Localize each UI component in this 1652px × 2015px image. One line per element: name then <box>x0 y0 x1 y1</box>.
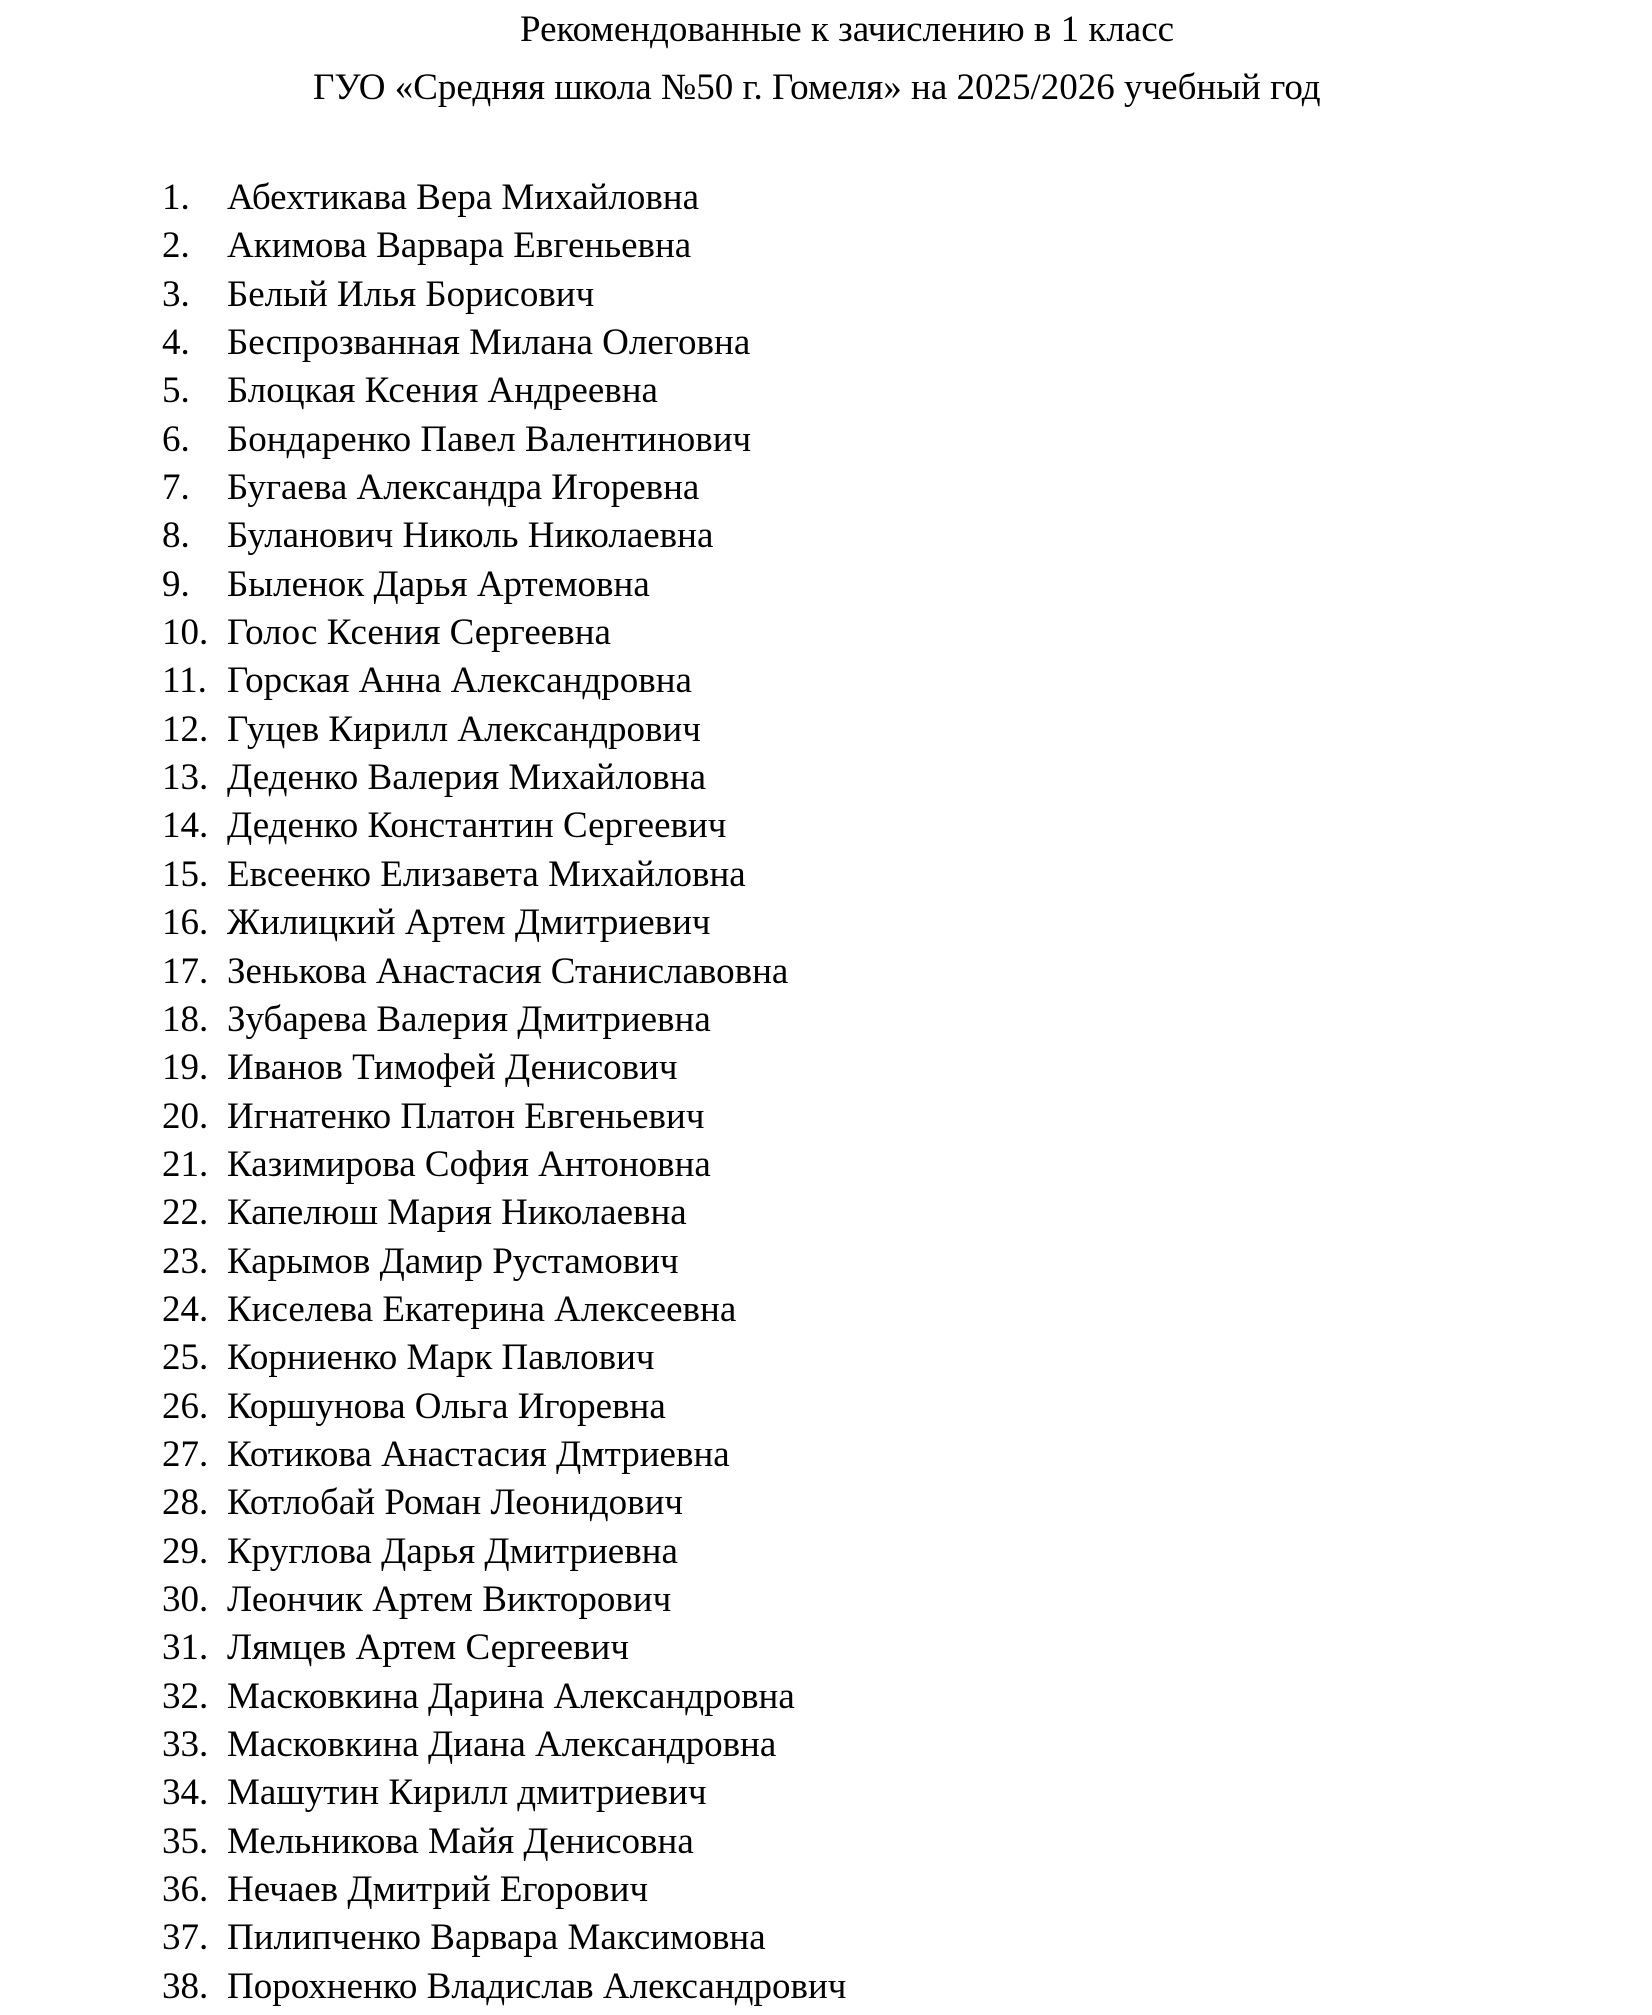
list-item-number: 18. <box>162 998 209 1040</box>
list-item-name: Иванов Тимофей Денисович <box>227 1047 678 1089</box>
list-item-name: Абехтикава Вера Михайловна <box>227 177 700 218</box>
list-item-name: Казимирова София Антоновна <box>227 1143 711 1185</box>
list-item-number: 16. <box>162 902 209 944</box>
list-item-number: 28. <box>162 1482 209 1524</box>
list-item-name: Нечаев Дмитрий Егорович <box>227 1869 649 1911</box>
list-item-number: 17. <box>162 950 209 992</box>
list-item-name: Евсеенко Елизавета Михайловна <box>227 853 746 895</box>
list-item-name: Пилипченко Варвара Максимовна <box>227 1917 766 1959</box>
list-item-number: 20. <box>162 1095 209 1137</box>
list-item-number: 30. <box>162 1578 209 1620</box>
list-item-name: Жилицкий Артем Дмитриевич <box>227 902 711 944</box>
list-item-number: 13. <box>162 757 209 799</box>
list-item-name: Машутин Кирилл дмитриевич <box>227 1772 707 1814</box>
list-item-number: 21. <box>162 1143 209 1185</box>
list-item-name: Капелюш Мария Николаевна <box>227 1192 687 1234</box>
list-item-number: 2. <box>162 225 190 267</box>
list-item-name: Киселева Екатерина Алексеевна <box>227 1288 737 1330</box>
list-item-number: 5. <box>162 370 190 412</box>
list-item-number: 7. <box>162 467 190 509</box>
list-item-number: 1. <box>162 177 190 218</box>
list-item-name: Бугаева Александра Игоревна <box>227 467 700 509</box>
list-item-name: Акимова Варвара Евгеньевна <box>227 225 692 267</box>
list-item-name: Зубарева Валерия Дмитриевна <box>227 998 711 1040</box>
list-item-number: 3. <box>162 273 190 315</box>
list-item-name: Мельникова Майя Денисовна <box>227 1820 694 1862</box>
list-item-number: 27. <box>162 1433 209 1475</box>
list-item-number: 31. <box>162 1627 209 1669</box>
list-item-number: 22. <box>162 1192 209 1234</box>
list-item-name: Гуцев Кирилл Александрович <box>227 708 701 750</box>
list-item-number: 14. <box>162 805 209 847</box>
list-item-number: 29. <box>162 1530 209 1572</box>
list-item-number: 25. <box>162 1337 209 1379</box>
list-item-name: Котлобай Роман Леонидович <box>227 1482 684 1524</box>
list-item-name: Горская Анна Александровна <box>227 660 692 702</box>
list-item-name: Круглова Дарья Дмитриевна <box>227 1530 678 1572</box>
list-item-name: Деденко Константин Сергеевич <box>227 805 727 847</box>
list-item-name: Деденко Валерия Михайловна <box>227 757 706 799</box>
list-item-number: 6. <box>162 418 190 460</box>
list-item-number: 8. <box>162 515 190 557</box>
list-item-number: 38. <box>162 1965 209 2007</box>
list-item-number: 33. <box>162 1724 209 1765</box>
list-item-name: Буланович Николь Николаевна <box>227 515 714 557</box>
list-item-name: Лямцев Артем Сергеевич <box>227 1627 629 1669</box>
list-item-name: Голос Ксения Сергеевна <box>227 612 611 654</box>
list-item-number: 19. <box>162 1047 209 1089</box>
list-item-number: 10. <box>162 612 209 654</box>
list-item-number: 37. <box>162 1917 209 1959</box>
list-item-name: Коршунова Ольга Игоревна <box>227 1385 666 1427</box>
list-item-number: 11. <box>162 660 207 702</box>
list-item-number: 34. <box>162 1772 209 1814</box>
list-item-number: 12. <box>162 708 209 750</box>
list-item-number: 24. <box>162 1288 209 1330</box>
list-item-name: Белый Илья Борисович <box>227 273 595 315</box>
list-item-name: Леончик Артем Викторович <box>227 1578 672 1620</box>
list-item-name: Бондаренко Павел Валентинович <box>227 418 752 460</box>
list-item-number: 15. <box>162 853 209 895</box>
title-line-2: ГУО «Средняя школа №50 г. Гомеля» на 2025/2026 учебный год <box>313 67 1321 108</box>
list-item-name: Быленок Дарья Артемовна <box>227 563 650 605</box>
list-item-name: Карымов Дамир Рустамович <box>227 1240 679 1282</box>
list-item-name: Зенькова Анастасия Станиславовна <box>227 950 789 992</box>
list-item-number: 32. <box>162 1675 209 1717</box>
list-item-name: Блоцкая Ксения Андреевна <box>227 370 658 412</box>
list-item-name: Игнатенко Платон Евгеньевич <box>227 1095 705 1137</box>
list-item-number: 9. <box>162 563 190 605</box>
title-line-1: Рекомендованные к зачислению в 1 класс <box>520 9 1175 50</box>
list-item-number: 26. <box>162 1385 209 1427</box>
list-item-number: 23. <box>162 1240 209 1282</box>
list-item-number: 36. <box>162 1869 209 1911</box>
list-item-number: 4. <box>162 322 190 364</box>
list-item-number: 35. <box>162 1820 209 1862</box>
list-item-name: Корниенко Марк Павлович <box>227 1337 655 1379</box>
list-item-name: Порохненко Владислав Александрович <box>227 1965 847 2007</box>
list-item-name: Беспрозванная Милана Олеговна <box>227 322 751 364</box>
list-item-name: Масковкина Дарина Александровна <box>227 1675 795 1717</box>
list-item-name: Масковкина Диана Александровна <box>227 1724 777 1765</box>
list-item-name: Котикова Анастасия Дмтриевна <box>227 1433 730 1475</box>
